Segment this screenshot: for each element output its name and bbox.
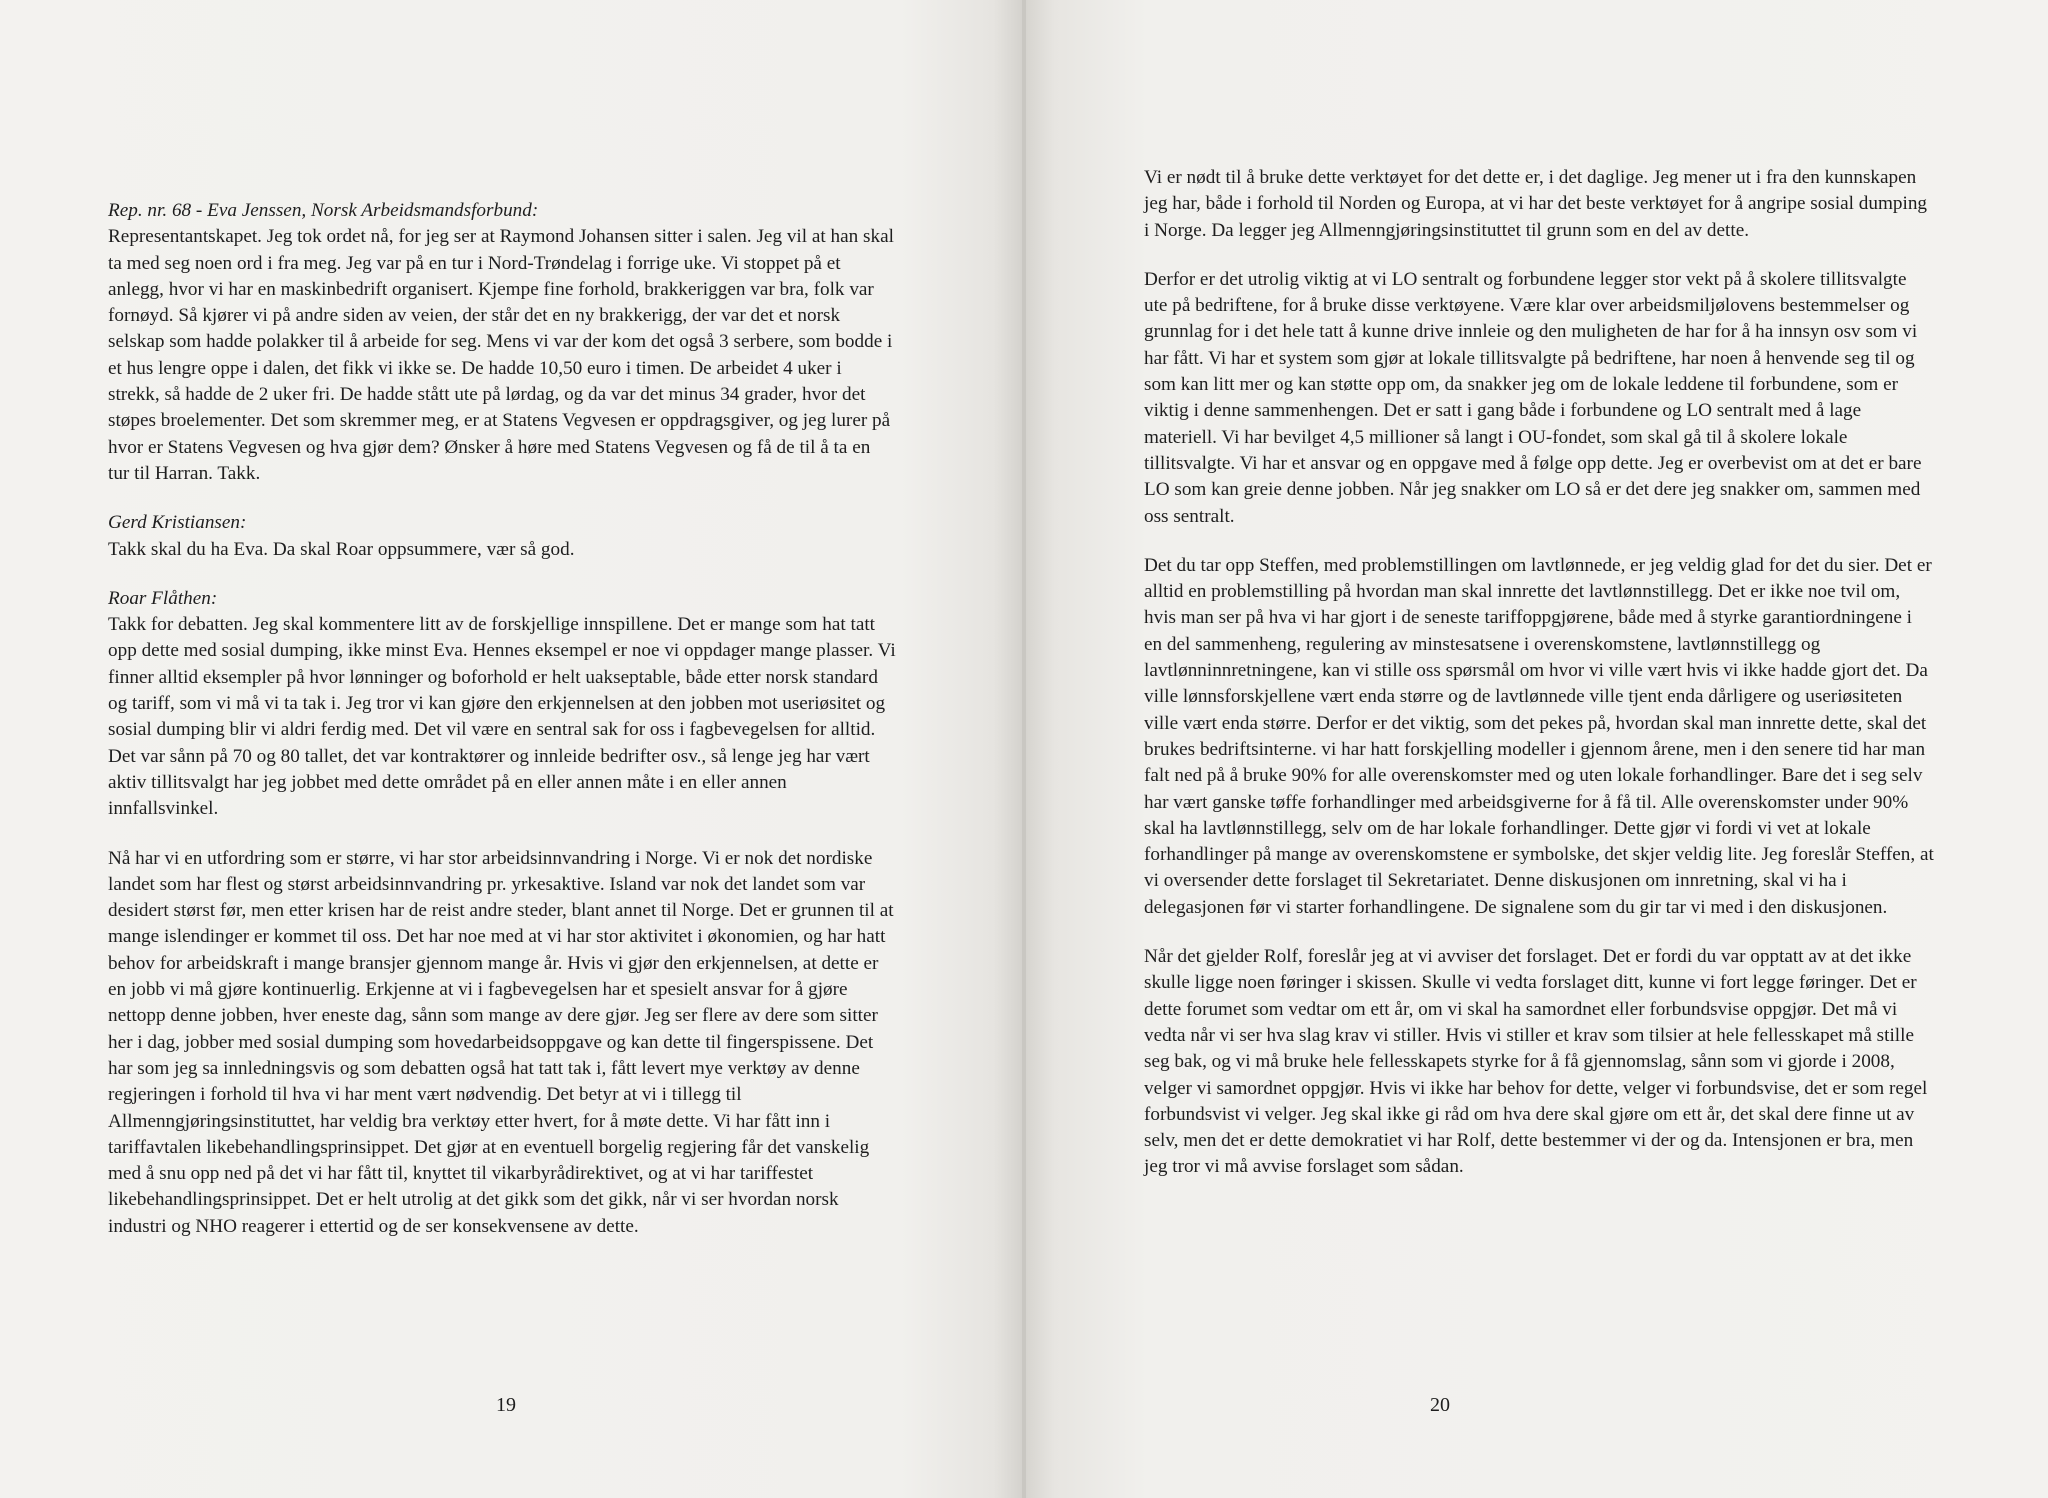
right-page (1024, 0, 2048, 1498)
left-page-text (108, 198, 896, 1263)
paragraph-text: Takk skal du ha Eva. Da skal Roar oppsummere, vær så god. (108, 538, 575, 560)
paragraph (108, 586, 896, 823)
paragraph-text: Derfor er det utrolig viktig at vi LO sentralt og forbundene legger stor vekt på å skolere tillitsvalgte ute på bedriftene, for å bruke disse verktøyene. Være klar over arbeidsmiljølovens bestemmelser og grunnlag for i det hele tatt å kunne drive innleie og den muligheten de har for å ha innsyn osv som vi har fått. Vi har et system som gjør at lokale tillitsvalgte på bedriftene, har noen å henvende seg til og som kan litt mer og kan støtte opp om, da snakker jeg om de lokale leddene til forbundene, som er viktig i denne sammenhengen. Det er satt i gang både i forbundene og LO sentralt med å lage materiell. Vi har bevilget 4,5 millioner så langt i OU-fondet, som skal gå til å skolere lokale tillitsvalgte. Vi har et ansvar og en oppgave med å følge opp dette. Jeg er overbevist om at det er bare LO som kan greie denne jobben. Når jeg snakker om LO så er det dere jeg snakker om, sammen med oss sentralt. (1144, 268, 1922, 527)
paragraph (108, 510, 896, 563)
right-page-text (1144, 165, 1934, 1204)
paragraph (108, 198, 896, 487)
paragraph-text: Takk for debatten. Jeg skal kommentere litt av de forskjellige innspillene. Det er mange som hat tatt opp dette med sosial dumping, ikke minst Eva. Hennes eksempel er noe vi oppdager mange plasser. Vi finner alltid eksempler på hvor lønninger og boforhold er helt uakseptable, både etter norsk standard og tariff, som vi må vi ta tak i. Jeg tror vi kan gjøre den erkjennelsen at den jobben mot useriøsitet og sosial dumping blir vi aldri ferdig med. Det vil være en sentral sak for oss i fagbevegelsen for alltid. Det var sånn på 70 og 80 tallet, det var kontraktører og innleide bedrifter osv., så lenge jeg har vært aktiv tillitsvalgt har jeg jobbet med dette området på en eller annen måte i en eller annen innfallsvinkel. (108, 614, 896, 820)
paragraph (1144, 267, 1934, 530)
speaker-label: Gerd Kristiansen: (108, 512, 247, 534)
paragraph (1144, 944, 1934, 1181)
paragraph-text: Det du tar opp Steffen, med problemstillingen om lavtlønnede, er jeg veldig glad for det du sier. Det er alltid en problemstilling på hvordan man skal innrette det lavtlønnstillegg. Det er ikke noe tvil om, hvis man ser på hva vi har gjort i de seneste tariffoppgjørene, både med å styrke garantiordningene i en del sammenheng, regulering av minstesatsene i overenskomstene, lavtlønnstillegg og lavtlønninnretningene, kan vi stille oss spørsmål om hvor vi ville vært hvis vi ikke hadde gjort det. Da ville lønnsforskjellene vært enda større og de lavtlønnede ville tjent enda dårligere og useriøsiteten ville vært enda større. Derfor er det viktig, som det pekes på, hvordan skal man innrette dette, skal det brukes bedriftsinterne. vi har hatt forskjelling modeller i gjennom årene, men i den senere tid har man falt ned på å bruke 90% for alle overenskomster med og uten lokale forhandlinger. Bare det i seg selv har vært ganske tøffe forhandlinger med arbeidsgiverne for å få til. Alle overenskomster under 90% skal ha lavtlønnstillegg, selv om de har lokale forhandlinger. Dette gjør vi fordi vi vet at lokale forhandlinger på mange av overenskomstene er symbolske, det skjer veldig lite. Jeg foreslår Steffen, at vi oversender dette forslaget til Sekretariatet. Denne diskusjonen om innretning, skal vi ha i delegasjonen før vi starter forhandlingene. De signalene som du gir tar vi med i den diskusjonen. (1144, 554, 1934, 918)
paragraph-text: Representantskapet. Jeg tok ordet nå, for jeg ser at Raymond Johansen sitter i salen. Jeg vil at han skal ta med seg noen ord i fra meg. Jeg var på en tur i Nord-Trøndelag i forrige uke. Vi stoppet på et anlegg, hvor vi har en maskinbedrift organisert. Kjempe fine forhold, brakkeriggen var bra, folk var fornøyd. Så kjører vi på andre siden av veien, der står det en ny brakkerigg, der var det et norsk selskap som hadde polakker til å arbeide for seg. Mens vi var der kom det også 3 serbere, som bodde i et hus lengre oppe i dalen, det fikk vi ikke se. De hadde 10,50 euro i timen. De arbeidet 4 uker i strekk, så hadde de 2 uker fri. De hadde stått ute på lørdag, og da var det minus 34 grader, hvor det støpes broelementer. Det som skremmer meg, er at Statens Vegvesen er oppdragsgiver, og jeg lurer på hvor er Statens Vegvesen og hva gjør dem? Ønsker å høre med Statens Vegvesen og få de til å ta en tur til Harran. Takk. (108, 226, 894, 484)
paragraph (1144, 553, 1934, 921)
page-number: 20 (1430, 1394, 1450, 1416)
paragraph (1144, 165, 1934, 244)
paragraph-text: Vi er nødt til å bruke dette verktøyet for det dette er, i det daglige. Jeg mener ut i fra den kunnskapen jeg har, både i forhold til Norden og Europa, at vi har det beste verktøyet for å angripe sosial dumping i Norge. Da legger jeg Allmenngjøringsinstituttet til grunn som en del av dette. (1144, 167, 1928, 241)
book-gutter (1022, 0, 1026, 1498)
paragraph-text: Når det gjelder Rolf, foreslår jeg at vi avviser det forslaget. Det er fordi du var opptatt av at det ikke skulle ligge noen føringer i skissen. Skulle vi vedta forslaget ditt, kunne vi fort legge føringer. Det er dette forumet som vedtar om ett år, om vi skal ha samordnet eller forbundsvise oppgjør. Det må vi vedta når vi ser hva slag krav vi stiller. Hvis vi stiller et krav som tilsier at hele fellesskapet må stille seg bak, og vi må bruke hele fellesskapets styrke for å få gjennomslag, sånn som vi gjorde i 2008, velger vi samordnet oppgjør. Hvis vi ikke har behov for dette, velger vi forbundsvise, det er som regel forbundsvist vi velger. Jeg skal ikke gi råd om hva dere skal gjøre om ett år, det skal dere finne ut av selv, men det er dette demokratiet vi har Rolf, dette bestemmer vi der og da. Intensjonen er bra, men jeg tror vi må avvise forslaget som sådan. (1144, 946, 1928, 1178)
page-number: 19 (496, 1394, 516, 1416)
speaker-label: Roar Flåthen: (108, 587, 218, 609)
paragraph (108, 846, 896, 1240)
speaker-label: Rep. nr. 68 - Eva Jenssen, Norsk Arbeidsmandsforbund: (108, 200, 539, 221)
paragraph-text: Nå har vi en utfordring som er større, vi har stor arbeidsinnvandring i Norge. Vi er nok det nordiske landet som har flest og størst arbeidsinnvandring pr. yrkesaktive. Island var nok det landet som var desidert størst før, men etter krisen har de reist andre steder, blant annet til Norge. Det er grunnen til at mange islendinger er kommet til oss. Det har noe med at vi har stor aktivitet i økonomien, og har hatt behov for arbeidskraft i mange bransjer gjennom mange år. Hvis vi gjør den erkjennelsen, at dette er en jobb vi må gjøre kontinuerlig. Erkjenne at vi i fagbevegelsen har et spesielt ansvar for å gjøre nettopp denne jobben, hver eneste dag, sånn som mange av dere gjør. Jeg ser flere av dere som sitter her i dag, jobber med sosial dumping som hovedarbeidsoppgave og kan dette til fingerspissene. Det har som jeg sa innledningsvis og som debatten også hat tatt tak i, fått levert mye verktøy av denne regjeringen i forhold til hva vi har ment vært nødvendig. Det betyr at vi i tillegg til Allmenngjøringsinstituttet, har veldig bra verktøy etter hvert, for å møte dette. Vi har fått inn i tariffavtalen likebehandlingsprinsippet. Det gjør at en eventuell borgelig regjering får det vanskelig med å snu opp ned på det vi har fått til, knyttet til vikarbyrådirektivet, og at vi har tariffestet likebehandlingsprinsippet. Det er helt utrolig at det gikk som det gikk, når vi ser hvordan norsk industri og NHO reagerer i ettertid og de ser konsekvensene av dette. (108, 847, 894, 1237)
